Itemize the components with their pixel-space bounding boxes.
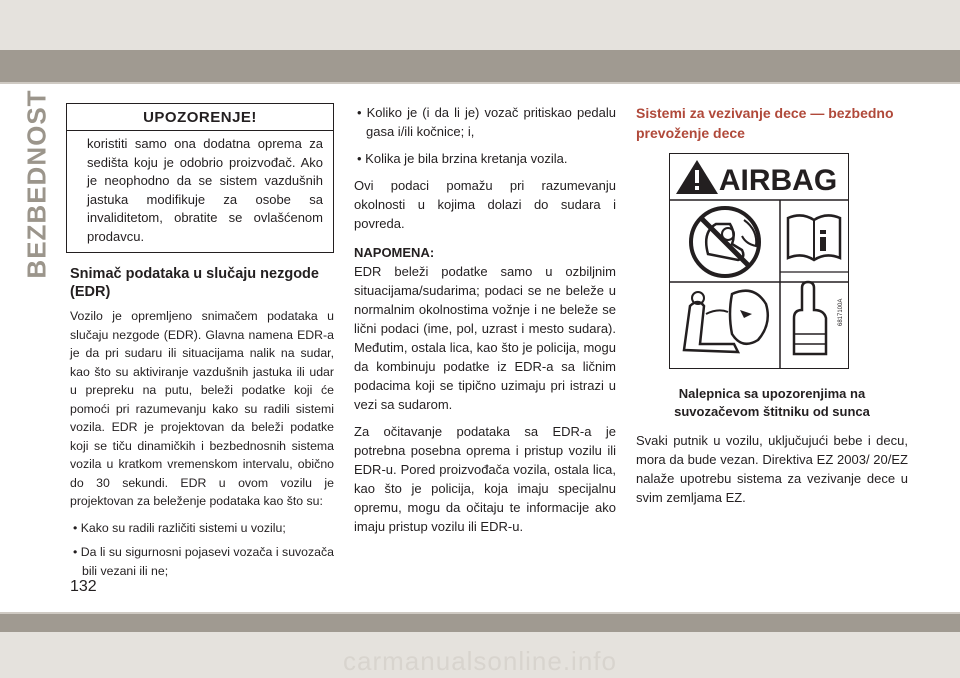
airbag-label-illustration [670,154,848,368]
page-number: 132 [70,578,97,595]
warning-triangle-icon [676,160,718,194]
note-label: NAPOMENA: [354,245,435,260]
column-right [636,103,908,513]
note-text: EDR beleži podatke samo u ozbiljnim situacijama/sudarima; podaci se ne beleže u normalnim okolnostima vožnje i ne beleže se lični podaci (ime, pol, uzrast i mesto sudara). Međutim, ostala lica, kao što je policija, mogu da kombinuju podatke iz EDR-a sa ličnim podacima koji se tipično uzimaju pri istrazi u vezi sa sudarom. [354,264,616,412]
airbag-label-word: AIRBAG [718,164,838,197]
label-code: 6817100A [838,298,844,326]
warning-box [66,103,334,253]
edr-bullet: • Kolika je bila brzina kretanja vozila. [357,151,568,166]
warning-text: koristiti samo ona dodatna oprema za sedišta koju je odobrio proizvođač. Ako je neophodno da se sistem vazdušnih jastuka modifikuje za osobe sa invaliditetom, obratite se ovlašćenom prodavcu. [87,136,323,244]
child-restraint-paragraph: Svaki putnik u vozilu, uključujući bebe i decu, mora da bude vezan. Direktiva EZ 2003/ 20/EZ nalaže upotrebu sistema za vezivanje dece u svim zemljama EZ. [636,433,908,505]
top-band-line [0,82,960,84]
column-left [66,103,334,586]
child-restraint-heading: Sistemi za vezivanje dece — bezbedno prevoženje dece [636,105,894,141]
airbag-deployment-icon [684,291,768,352]
edr-conditions-paragraph: Ovi podaci pomažu pri razumevanju okolnosti u kojima dolazi do sudara i povreda. [354,178,616,231]
warning-title: UPOZORENJE! [67,104,333,131]
top-band-dark [0,50,960,82]
edr-bullet: • Da li su sigurnosni pojasevi vozača i suvozača bili vezani ili ne; [73,545,334,578]
edr-bullet: • Kako su radili različiti sistemi u vozilu; [73,520,286,535]
edr-intro: Vozilo je opremljeno snimačem podataka u slučaju nezgode (EDR). Glavna namena EDR-a je da pri sudaru ili situacijama nalik na sudar, kao što su aktiviranje vazdušnih jastuka ili udar u prepreku na putu, beleži podatke koji će pomoći pri razumevanju kako su radili sistemi vozila. EDR je projektovan da beleži podatke koji se tiču dinamičkih i bezbednosnih sistema vozila u kratkom vremenskom intervalu, obično do 30 sekundi. EDR u ovom vozilu je projektovan za beleženje podataka kao što su: [70,309,334,508]
owner-manual-icon [788,215,840,260]
watermark: carmanualsonline.info [343,646,617,676]
edr-heading: Snimač podataka u slučaju nezgode (EDR) [70,266,319,300]
side-section-title: BEZBEDNOST [21,89,52,279]
edr-bullet: • Koliko je (i da li je) vozač pritiskao pedalu gasa i/ili kočnice; i, [357,105,616,139]
airbag-warning-label-figure [669,153,849,369]
bottom-band-dark [0,614,960,632]
column-middle [354,103,616,542]
top-band [0,0,960,50]
no-child-seat-icon [691,208,759,276]
edr-reading-paragraph: Za očitavanje podataka sa EDR-a je potrebna posebna oprema i pristup vozilu ili EDR-u. Pored proizvođača vozila, ostala lica, kao što je policija, koja imaju specijalnu opremu, mogu da očitaju te informacije ako imaju pristup vozilu ili EDR-u. [354,424,616,534]
finger-warning-icon [794,282,826,354]
figure-caption: Nalepnica sa upozorenjima na suvozačevom štitniku od sunca [674,386,870,419]
